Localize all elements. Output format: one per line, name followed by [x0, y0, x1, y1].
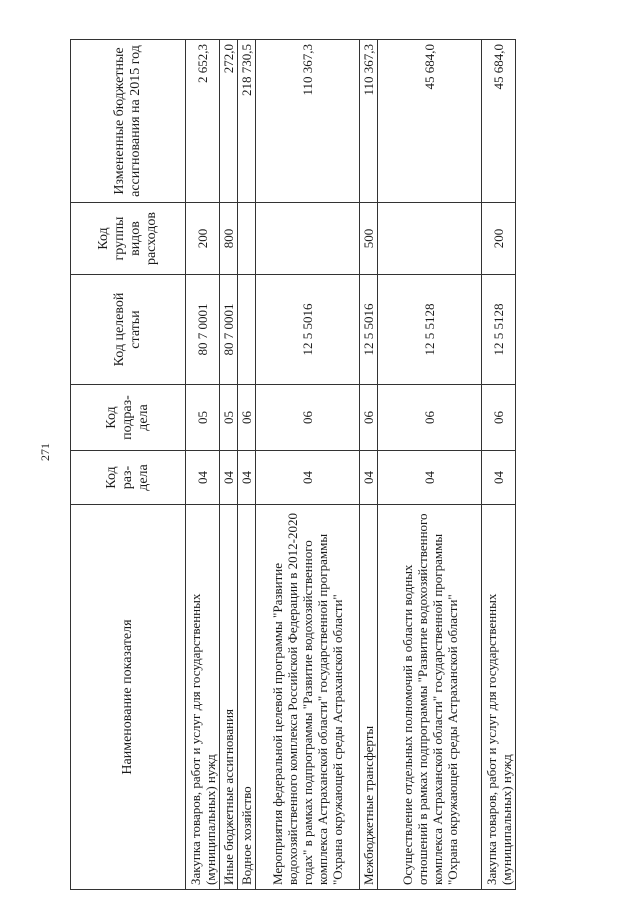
- cell-statya: 12 5 5016: [360, 275, 378, 385]
- cell-razdel: 04: [482, 451, 516, 505]
- header-razdel: Код раз-дела: [71, 451, 186, 505]
- cell-podrazdel: 06: [482, 385, 516, 451]
- cell-vid: 800: [220, 203, 238, 275]
- cell-vid: 200: [186, 203, 220, 275]
- cell-vid: 200: [482, 203, 516, 275]
- header-amount: Измененные бюджетные ассигнования на 2015 год: [71, 40, 186, 203]
- cell-vid: [378, 203, 482, 275]
- cell-podrazdel: 06: [360, 385, 378, 451]
- cell-amount: 272,0: [220, 40, 238, 203]
- cell-razdel: 04: [220, 451, 238, 505]
- cell-amount: 218 730,5: [238, 40, 256, 203]
- table-row: [186, 40, 220, 890]
- cell-razdel: 04: [256, 451, 360, 505]
- cell-statya: 80 7 0001: [220, 275, 238, 385]
- budget-table: [70, 39, 516, 890]
- cell-razdel: 04: [360, 451, 378, 505]
- cell-name: Закупка товаров, работ и услуг для государственных (муниципальных) нужд: [186, 505, 220, 890]
- table-row: [220, 40, 238, 890]
- cell-statya: 12 5 5016: [256, 275, 360, 385]
- cell-name: Закупка товаров, работ и услуг для государственных (муниципальных) нужд: [482, 505, 516, 890]
- table-row: [482, 40, 516, 890]
- cell-vid: [256, 203, 360, 275]
- header-podrazdel: Код подраз-дела: [71, 385, 186, 451]
- table-header-row: [71, 40, 186, 890]
- cell-name: Иные бюджетные ассигнования: [220, 505, 238, 890]
- cell-podrazdel: 06: [238, 385, 256, 451]
- cell-name: Межбюджетные трансферты: [360, 505, 378, 890]
- cell-statya: 12 5 5128: [482, 275, 516, 385]
- page-number: 271: [38, 443, 52, 461]
- cell-vid: [238, 203, 256, 275]
- cell-razdel: 04: [378, 451, 482, 505]
- table-row: [256, 40, 360, 890]
- header-statya: Код целевой статьи: [71, 275, 186, 385]
- budget-table-container: [70, 40, 514, 890]
- cell-amount: 2 652,3: [186, 40, 220, 203]
- table-row: [238, 40, 256, 890]
- cell-statya: 80 7 0001: [186, 275, 220, 385]
- header-name: Наименование показателя: [71, 505, 186, 890]
- cell-amount: 45 684,0: [482, 40, 516, 203]
- cell-razdel: 04: [186, 451, 220, 505]
- cell-statya: [238, 275, 256, 385]
- cell-statya: 12 5 5128: [378, 275, 482, 385]
- table-row: [378, 40, 482, 890]
- header-vid: Код группы видов расходов: [71, 203, 186, 275]
- cell-name: Водное хозяйство: [238, 505, 256, 890]
- table-row: [360, 40, 378, 890]
- cell-podrazdel: 05: [186, 385, 220, 451]
- cell-amount: 110 367,3: [360, 40, 378, 203]
- cell-amount: 45 684,0: [378, 40, 482, 203]
- cell-amount: 110 367,3: [256, 40, 360, 203]
- cell-name: Осуществление отдельных полномочий в области водных отношений в рамках подпрограммы "Развитие водохозяйственного комплекса Астраханской области" государственной программы "Охрана окружающей среды Астраханской области": [378, 505, 482, 890]
- cell-podrazdel: 05: [220, 385, 238, 451]
- cell-podrazdel: 06: [256, 385, 360, 451]
- cell-name: Мероприятия федеральной целевой программы "Развитие водохозяйственного комплекса Российской Федерации в 2012-2020 годах" в рамках подпрограммы "Развитие водохозяйственного комплекса Астраханской области" государственной программы "Охрана окружающей среды Астраханской области": [256, 505, 360, 890]
- cell-vid: 500: [360, 203, 378, 275]
- cell-razdel: 04: [238, 451, 256, 505]
- cell-podrazdel: 06: [378, 385, 482, 451]
